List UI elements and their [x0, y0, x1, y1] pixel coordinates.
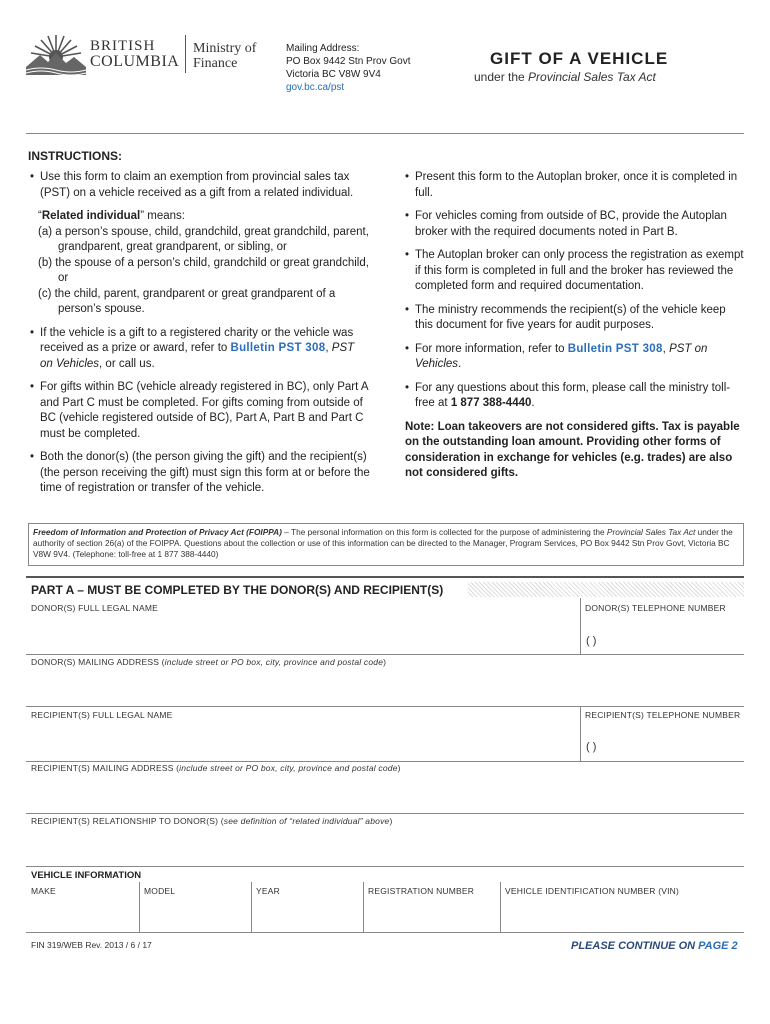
label-text: RECIPIENT(S) RELATIONSHIP TO DONOR(S) (	[31, 816, 224, 826]
quote-close: ” means:	[140, 210, 186, 222]
registration-number-label: REGISTRATION NUMBER	[368, 886, 475, 896]
quote-open: “	[38, 210, 42, 222]
logo-line1: BRITISH	[90, 38, 156, 54]
label-text: )	[397, 763, 401, 773]
continue-text: PLEASE CONTINUE ON	[571, 940, 699, 952]
make-label: MAKE	[31, 886, 56, 896]
instructions-left-column	[30, 170, 370, 497]
instruction-bullet: • Both the donor(s) (the person giving the gift) and the recipient(s) (the person receiving the gift) must sign this form at or before the time of registration or transfer of the vehicle.	[30, 450, 370, 497]
bullet-text: ,	[662, 342, 670, 355]
bulletin-pst-308-link[interactable]: Bulletin PST 308	[567, 342, 663, 355]
continue-notice	[571, 940, 738, 952]
model-label: MODEL	[144, 886, 176, 896]
foippa-text: – The personal information on this form is collected for the purpose of administering the	[281, 527, 607, 537]
form-title: GIFT OF A VEHICLE	[490, 49, 669, 68]
recipient-name-label: RECIPIENT(S) FULL LEGAL NAME	[31, 710, 173, 720]
donor-phone-label: DONOR(S) TELEPHONE NUMBER	[585, 603, 726, 613]
year-label: YEAR	[256, 886, 280, 896]
bullet-text: .	[531, 397, 535, 409]
field-divider	[580, 706, 581, 761]
part-a-heading: PART A – MUST BE COMPLETED BY THE DONOR(S) AND RECIPIENT(S)	[31, 583, 444, 597]
instruction-bullet	[30, 326, 370, 373]
field-divider	[363, 882, 364, 932]
field-divider	[251, 882, 252, 932]
field-rule	[26, 654, 744, 655]
toll-free-phone: 1 877 388-4440	[450, 397, 532, 409]
vehicle-info-heading: VEHICLE INFORMATION	[31, 870, 142, 881]
donor-address-label	[31, 657, 386, 667]
label-hint: include street or PO box, city, province and postal code	[179, 763, 398, 773]
header-divider	[26, 133, 744, 134]
recipient-address-label	[31, 763, 401, 773]
recipient-phone-field[interactable]: ( )	[586, 741, 597, 753]
part-a-top-rule	[26, 576, 744, 578]
bullet-text: For more information, refer to	[415, 342, 568, 355]
instruction-bullet: • The Autoplan broker can only process the registration as exempt if this form is completed in full and the broker has reviewed the completed form and required documentation.	[405, 248, 745, 295]
definition-item-b: (b) the spouse of a person’s child, grandchild or great grandchild, or	[38, 256, 369, 284]
subtitle-act: Provincial Sales Tax Act	[528, 70, 656, 84]
subtitle-prefix: under the	[474, 70, 529, 84]
field-rule	[26, 866, 744, 867]
foippa-act: Provincial Sales Tax Act	[606, 527, 696, 537]
label-text: DONOR(S) MAILING ADDRESS (	[31, 657, 165, 667]
field-rule	[26, 761, 744, 762]
donor-name-label: DONOR(S) FULL LEGAL NAME	[31, 603, 158, 613]
ministry-name	[193, 41, 256, 71]
logo-line2: COLUMBIA	[90, 53, 180, 70]
part-a-shaded-band	[468, 582, 744, 597]
recipient-phone-label: RECIPIENT(S) TELEPHONE NUMBER	[585, 710, 741, 720]
donor-phone-field[interactable]: ( )	[586, 635, 597, 647]
page-2-link[interactable]: PAGE 2	[698, 940, 738, 952]
field-rule	[26, 813, 744, 814]
vin-label: VEHICLE IDENTIFICATION NUMBER (VIN)	[505, 886, 680, 896]
field-rule	[26, 932, 744, 933]
relationship-label	[31, 816, 393, 826]
website-link[interactable]: gov.bc.ca/pst	[286, 82, 345, 93]
instructions-heading: INSTRUCTIONS:	[28, 149, 122, 163]
field-rule	[26, 706, 744, 707]
bullet-text: ,	[325, 342, 332, 354]
definition-item-a: (a) a person’s spouse, child, grandchild, great grandchild, parent, grandparent, great grandparent, or sibling, or	[38, 225, 369, 253]
bullet-text: .	[458, 358, 462, 370]
foippa-text: under the authority of section 26(a) of the FOIPPA. Questions about the collection or use of this information can be directed to the Manager, Program Services, PO Box 9442 Stn Prov Govt, Victoria BC V8W 9V4. (Telephone: toll-free at 1 877 388-4440)	[33, 527, 733, 559]
bullet-text: For any questions about this form, please call the ministry toll-free at	[415, 381, 731, 409]
definition-item-c: (c) the child, parent, grandparent or great grandparent of a person’s spouse.	[38, 287, 336, 315]
bullet-text: If the vehicle is a gift to a registered charity or the vehicle was received as a prize or award, refer to	[40, 326, 354, 354]
field-divider	[500, 882, 501, 932]
label-text: )	[383, 657, 387, 667]
bc-sun-mountain-icon	[26, 33, 86, 75]
mailing-label: Mailing Address:	[286, 43, 360, 54]
ministry-line1: Ministry of	[193, 41, 257, 56]
label-text: )	[389, 816, 393, 826]
instruction-bullet: • The ministry recommends the recipient(s) of the vehicle keep this document for five years for audit purposes.	[405, 303, 745, 334]
bc-government-logo	[26, 33, 266, 77]
loan-takeover-note: Note: Loan takeovers are not considered gifts. Tax is payable on the outstanding loan amount. Providing other forms of consideration in exchange for vehicles (e.g. trades) are also not considered gifts.	[405, 420, 740, 479]
label-hint: see definition of “related individual” above	[223, 816, 390, 826]
related-term: Related individual	[41, 210, 141, 222]
mailing-line2: Victoria BC V8W 9V4	[286, 69, 381, 80]
field-divider	[139, 882, 140, 932]
instruction-bullet: • For gifts within BC (vehicle already registered in BC), only Part A and Part C must be completed. For gifts coming from outside of BC (vehicle registered outside of BC), Part A, Part B and Part C must be completed.	[30, 380, 370, 442]
foippa-title: Freedom of Information and Protection of Privacy Act (FOIPPA)	[33, 527, 282, 537]
bullet-italic: PST on Vehicles	[415, 342, 708, 370]
form-id: FIN 319/WEB Rev. 2013 / 6 / 17	[31, 940, 152, 950]
instruction-bullet: • Present this form to the Autoplan broker, once it is completed in full.	[405, 170, 745, 201]
instruction-bullet	[405, 381, 745, 412]
logo-wordmark	[90, 38, 179, 70]
label-text: RECIPIENT(S) MAILING ADDRESS (	[31, 763, 180, 773]
form-subtitle	[474, 70, 656, 84]
bullet-text: , or call us.	[99, 357, 155, 370]
instruction-bullet: • Use this form to claim an exemption from provincial sales tax (PST) on a vehicle received as a gift from a related individual.	[30, 170, 370, 201]
mailing-address	[286, 42, 411, 94]
bulletin-pst-308-link[interactable]: Bulletin PST 308	[230, 342, 326, 354]
label-hint: include street or PO box, city, province and postal code	[164, 657, 384, 667]
instruction-bullet	[405, 342, 745, 373]
related-individual-definition	[30, 209, 370, 225]
instruction-bullet: • For vehicles coming from outside of BC, provide the Autoplan broker with the required documents noted in Part B.	[405, 209, 745, 240]
bullet-italic: PST on Vehicles	[40, 342, 355, 370]
ministry-line2: Finance	[193, 56, 238, 71]
instructions-right-column	[405, 170, 745, 482]
field-divider	[580, 598, 581, 654]
mailing-line1: PO Box 9442 Stn Prov Govt	[286, 56, 411, 67]
logo-divider	[185, 35, 186, 73]
foippa-notice	[28, 523, 744, 566]
